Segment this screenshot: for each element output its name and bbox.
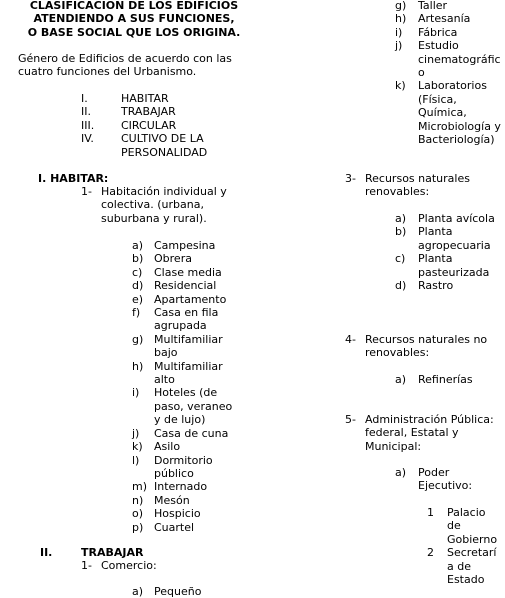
item-text: cinematográfic — [418, 52, 501, 66]
list-item — [427, 506, 505, 546]
habitar-items-list — [132, 239, 252, 534]
item-text: Laboratorios — [418, 79, 487, 93]
item-text: Gobierno — [447, 532, 498, 546]
item-marker: j) — [132, 426, 140, 440]
list-item — [132, 306, 252, 333]
list-item — [395, 373, 505, 386]
list-item — [395, 252, 505, 279]
item-marker: l) — [132, 453, 140, 467]
item-text: Palacio — [447, 506, 486, 519]
item-marker: e) — [132, 292, 144, 306]
section-heading-trabajar: II. TRABAJAR — [40, 546, 144, 559]
item-text: Fábrica — [418, 25, 458, 39]
item-text: bajo — [154, 346, 178, 360]
item-text: Estudio — [418, 39, 459, 53]
list-item — [427, 546, 505, 586]
list-item — [395, 26, 505, 39]
item-marker: 2 — [427, 546, 434, 560]
list-item — [395, 466, 505, 493]
item-marker: b) — [132, 252, 144, 266]
item-text: Planta — [418, 225, 453, 239]
list-item — [132, 266, 252, 279]
item-text: Clase media — [154, 265, 222, 279]
section-heading-habitar: I. HABITAR: — [38, 172, 109, 185]
item-text: Hoteles (de — [154, 386, 218, 400]
list-item — [395, 0, 505, 12]
functions-list — [81, 92, 241, 159]
intro-line: Género de Edificios de acuerdo con las — [18, 52, 232, 65]
item-text: Obrera — [154, 252, 192, 266]
section-5-items — [395, 466, 505, 493]
item-text: Rastro — [418, 279, 454, 293]
title-line: O BASE SOCIAL QUE LOS ORIGINA. — [27, 25, 241, 39]
item-text: Cuartel — [154, 520, 195, 534]
list-item — [132, 386, 252, 426]
item-text: Planta — [418, 252, 453, 266]
item-text: a de — [447, 559, 471, 573]
trabajar-sub-1: 1- Comercio: — [81, 559, 157, 572]
item-text: Estado — [447, 573, 485, 587]
item-marker: b) — [395, 225, 407, 239]
item-text: pasteurizada — [418, 265, 490, 279]
function-item: IV. CULTIVO DE LA PERSONALIDAD — [81, 132, 208, 159]
item-text: agropecuaria — [418, 238, 491, 252]
list-item — [132, 440, 252, 453]
item-text: Asilo — [154, 440, 181, 454]
section-5: 5- Administración Pública: federal, Estatal y Municipal: — [345, 413, 494, 453]
item-marker: a) — [395, 212, 407, 225]
item-marker: a) — [395, 466, 407, 479]
list-item — [132, 239, 252, 252]
item-text: agrupada — [154, 319, 207, 333]
document-title — [18, 0, 250, 39]
list-item — [132, 521, 252, 534]
list-item — [132, 252, 252, 265]
item-text: Poder — [418, 466, 450, 479]
item-marker: h) — [132, 359, 144, 373]
item-text: Planta avícola — [418, 212, 495, 225]
list-item — [132, 480, 252, 493]
item-marker: j) — [395, 39, 403, 53]
section-3: 3- Recursos naturales renovables: — [345, 172, 470, 199]
title-line: ATENDIENDO A SUS FUNCIONES, — [33, 12, 235, 26]
item-marker: 1 — [427, 506, 434, 519]
item-text: de — [447, 519, 461, 533]
list-item — [395, 39, 505, 79]
item-text: (Física, — [418, 92, 457, 106]
intro-paragraph — [18, 52, 232, 79]
list-item — [132, 293, 252, 306]
function-item: II. TRABAJAR — [81, 105, 176, 119]
item-text: Multifamiliar — [154, 332, 223, 346]
item-marker: g) — [395, 0, 407, 12]
item-text: Hospicio — [154, 507, 201, 521]
list-item — [132, 454, 252, 481]
item-text: Ejecutivo: — [418, 479, 473, 493]
function-item: I. HABITAR — [81, 92, 169, 105]
section-3-items — [395, 212, 505, 292]
item-text: público — [154, 466, 194, 480]
item-text: Taller — [418, 0, 448, 12]
item-marker: k) — [395, 79, 406, 93]
item-text: Internado — [154, 480, 208, 494]
item-marker: g) — [132, 332, 144, 346]
item-marker: a) — [395, 373, 407, 386]
item-text: y de lujo) — [154, 413, 206, 427]
item-marker: i) — [132, 386, 140, 400]
item-text: Refinerías — [418, 373, 473, 386]
list-item — [132, 494, 252, 507]
item-marker: k) — [132, 440, 143, 454]
habitar-sub-1: 1- Habitación individual y colectiva. (urbana, suburbana y rural). — [81, 185, 227, 225]
item-text: o — [418, 66, 425, 80]
item-text: Casa de cuna — [154, 426, 229, 440]
item-text: paso, veraneo — [154, 399, 233, 413]
item-marker: c) — [132, 265, 143, 279]
item-text: Dormitorio — [154, 453, 213, 467]
item-marker: m) — [132, 480, 148, 494]
item-text: Mesón — [154, 493, 190, 507]
item-marker: c) — [395, 252, 406, 266]
right-top-list — [395, 0, 505, 146]
list-item — [132, 507, 252, 520]
item-marker: d) — [395, 279, 407, 293]
item-marker: n) — [132, 493, 144, 507]
item-marker: o) — [132, 507, 144, 521]
item-text: Multifamiliar — [154, 359, 223, 373]
list-item — [132, 427, 252, 440]
item-text: Química, — [418, 106, 467, 120]
item-marker: d) — [132, 279, 144, 293]
section-5-subitems — [427, 506, 505, 586]
item-text: Secretarí — [447, 546, 497, 560]
section-4-items — [395, 373, 505, 386]
list-item — [132, 333, 252, 360]
item-marker: a) — [132, 239, 144, 252]
list-item — [395, 79, 505, 146]
intro-line: cuatro funciones del Urbanismo. — [18, 65, 197, 79]
function-item: III. CIRCULAR — [81, 118, 177, 132]
list-item — [132, 279, 252, 292]
item-text: Campesina — [154, 239, 216, 252]
title-line: CLASIFICACION DE LOS EDIFICIOS — [29, 0, 239, 12]
item-text: Bacteriología) — [418, 133, 495, 147]
item-marker: h) — [395, 12, 407, 26]
section-4: 4- Recursos naturales no renovables: — [345, 333, 488, 360]
item-text: Microbiología y — [418, 119, 501, 133]
item-text: alto — [154, 373, 175, 387]
list-item — [132, 360, 252, 387]
item-marker: i) — [395, 25, 403, 39]
item-text: Apartamento — [154, 292, 227, 306]
item-marker: f) — [132, 306, 141, 320]
item-text: Artesanía — [418, 12, 471, 26]
list-item — [395, 279, 505, 292]
trabajar-item-cut: a) Pequeño — [132, 585, 202, 598]
list-item — [395, 212, 505, 225]
item-text: Casa en fila — [154, 306, 219, 320]
item-marker: p) — [132, 520, 144, 534]
item-text: Residencial — [154, 279, 217, 293]
list-item — [395, 12, 505, 25]
list-item — [395, 225, 505, 252]
